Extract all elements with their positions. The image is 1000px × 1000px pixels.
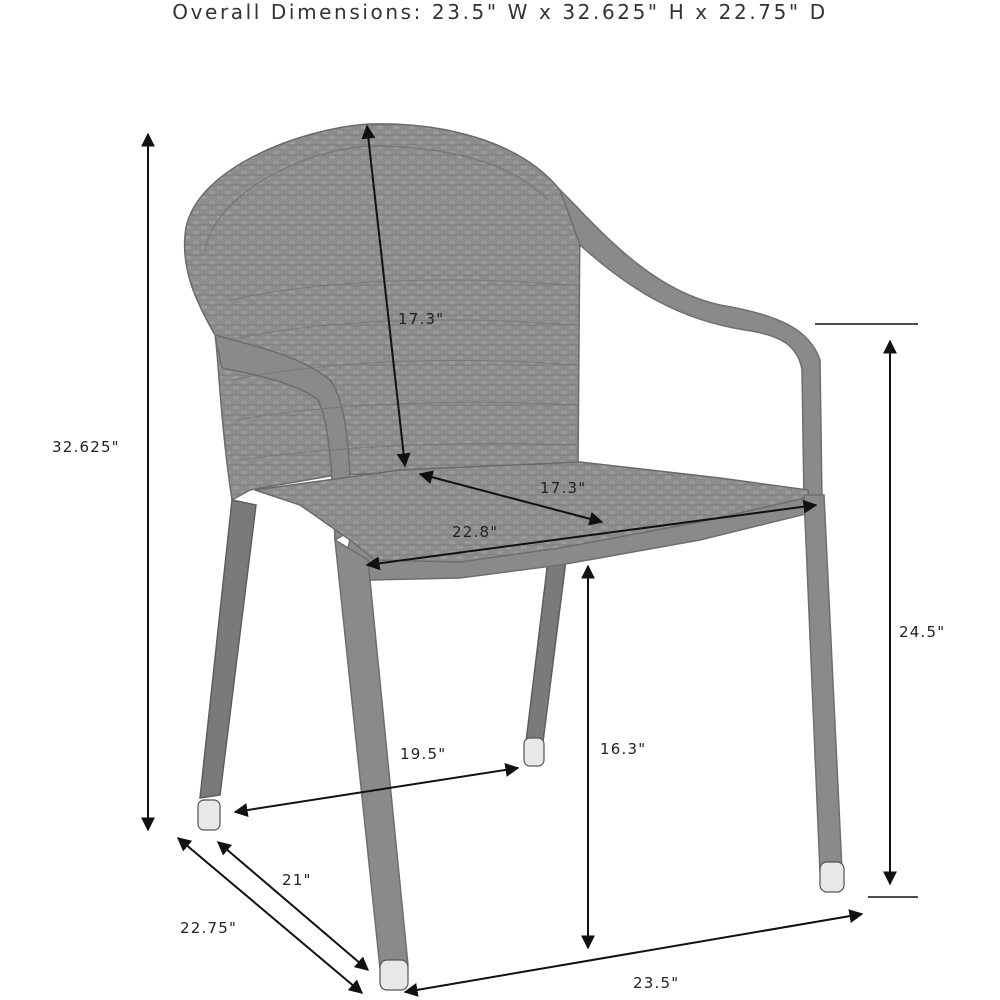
- leg-span-depth-label: 21": [282, 871, 312, 889]
- overall-width-label: 23.5": [633, 974, 680, 992]
- overall-depth-label: 22.75": [180, 919, 238, 937]
- seat-width-label: 22.8": [452, 523, 499, 541]
- seat-depth-label: 17.3": [540, 479, 587, 497]
- leg-span-width-label: 19.5": [400, 745, 447, 763]
- seat-height-label: 16.3": [600, 740, 647, 758]
- chair-back-right-leg: [526, 560, 566, 742]
- chair-front-left-leg: [335, 540, 408, 968]
- leg-span-depth-arrow: [218, 842, 368, 970]
- back-height-label: 17.3": [398, 310, 445, 328]
- chair-foot-glide-front-right: [820, 862, 844, 892]
- chair-back-left-leg: [200, 500, 256, 798]
- chair-foot-glide-front-left: [380, 960, 408, 990]
- chair-foot-glide-back-right: [524, 738, 544, 766]
- overall-height-label: 32.625": [52, 438, 120, 456]
- overall-depth-arrow: [178, 838, 362, 993]
- chair-front-right-leg: [804, 495, 842, 872]
- chair-right-arm: [560, 190, 822, 500]
- arm-height-label: 24.5": [899, 623, 946, 641]
- overall-dimensions-title: Overall Dimensions: 23.5" W x 32.625" H x 22.75" D: [172, 0, 828, 24]
- chair-foot-glide-back-left: [198, 800, 220, 830]
- chair-illustration: [185, 124, 844, 990]
